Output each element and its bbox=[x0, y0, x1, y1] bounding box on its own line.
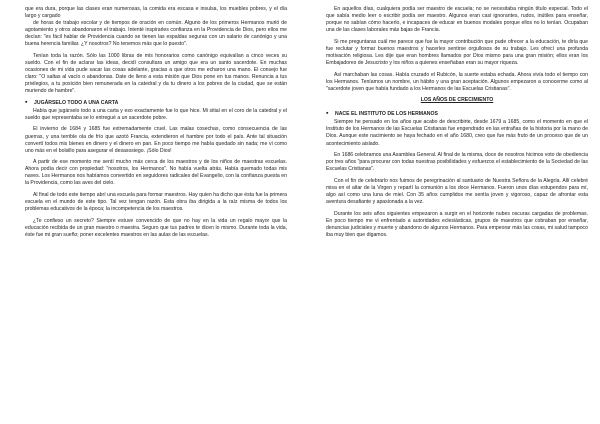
paragraph: Si me preguntaras cuál me parece que fue la mayor contribución que pude ofrecer a la educación, te diría que fue reclutar y formar buenos maestros y hacerles sentirse orgullosos de su trabajo. Les ofrecí una profunda motivación religiosa. Les dije que eran hombres llamados por Dios mismo para una gran misión; ellos eran los Embajadores de Jesucristo y los niños a quienes enseñaban eran su mayor riqueza. bbox=[326, 38, 588, 66]
bullet-icon: ▪ bbox=[25, 98, 28, 106]
paragraph: que era dura, porque las clases eran numerosas, la comida era escasa e insulsa, los muebles pobres, y el día largo y cargado bbox=[25, 6, 287, 20]
paragraph: Durante los seis años siguientes empezaron a surgir en el horizonte nubes oscuras cargadas de problemas. En poco tiempo me vi enfrentado a autoridades eclesiásticas, grupos de maestros que cobraban por enseñar, denuncias judiciales y muerte y abandono de algunos Hermanos. Para empeorar más las cosas, mi salud tampoco iba muy bien que digamos. bbox=[326, 210, 588, 238]
paragraph: Con el fin de celebrarlo nos fuimos de peregrinación al santuario de Nuestra Señora de la Alegría. Allí celebré misa en el altar de la Virgen y repartí la comunión a los doce Hermanos. Fueron unos días estupendos para mí, algo así como una luna de miel. Con 35 años cumplidos me sentía joven y vigoroso, capaz de afrontar esta aventura desafiante y apasionada a la vez. bbox=[326, 177, 588, 206]
left-column bbox=[25, 6, 287, 244]
paragraph: Así marchaban las cosas. Había cruzado el Rubicón, la suerte estaba echada. Ahora vivía todo el tiempo con los Hermanos. Teníamos un nombre, un hábito y una gran aceptación. Algunos empezaron a conocerme como al "sacerdote joven que había fundado a los Hermanos de las Escuelas Cristianas". bbox=[326, 71, 588, 92]
paragraph: ¿Te confieso un secreto? Siempre estuve convencido de que no hay en la vida un regalo mayor que la educación recibida de un gran maestro o maestra. Seguro que tus padres te dicen lo mismo. Durante toda la vida, éste fue mi gran sueño; poner excelentes maestros en las aulas de las escuelas. bbox=[25, 217, 287, 238]
right-column bbox=[326, 6, 588, 243]
paragraph: En aquellos días, cualquiera podía ser maestro de escuela; no se necesitaba ningún título especial. Todo el que sabía medio leer o escribir podía ser maestro. Algunos eran casi ignorantes, rudos, inútiles para enseñar, porque no sabían cómo hacerlo, e incapaces de educar en buenos modales porque ellos no lo tenían. Ocupaban una de las clases laborales más bajas de Francia. bbox=[326, 6, 588, 34]
section-heading-text: NACE EL INSTITUTO DE LOS HERMANOS bbox=[335, 111, 438, 118]
section-title: LOS AÑOS DE CRECIMIENTO bbox=[420, 97, 494, 104]
paragraph: Tenían toda la razón. Sólo las 1000 libras de mis honorarios como canónigo equivalían a cinco veces su sueldo. Con el fin de aclarar las ideas, decidí consultara un amigo que era un santo sacerdote. En muchas ocasiones de mi vida pude sacar las cosas adelante, gracias a que otros me echaron una mano. El consejo fue claro: "O saltas al vacío o abandonas. Date de lleno a esta misión que Dios pone en tus manos. Renuncia a tus privilegios, a tu posición bien remunerada en la catedral y da tu dinero a los pobres de la ciudad, que se están muriendo de hambre". bbox=[25, 52, 287, 95]
paragraph: El invierno de 1684 y 1685 fue extremadamente cruel. Las malas cosechas, como consecuencia de las guerras, y una terrible ola de frío que azotó Francia, extendieron el hambre por todo el país. Ante tal situación convertí todos mis bienes en dinero y el dinero en pan. En poco tiempo me había quedado sin nada; me vi como uno más en el bolsillo para asegurar el desasosiego. ¡Sólo Dios! bbox=[25, 126, 287, 154]
section-heading-text: JUGÁRSELO TODO A UNA CARTA bbox=[34, 99, 119, 106]
section-heading bbox=[326, 111, 588, 118]
bullet-icon: ▪ bbox=[326, 110, 329, 118]
paragraph: A partir de ese momento me sentí mucho más cerca de los maestros y de los niños de maestras escuelas. Ahora podía decir con propiedad: "nosotros, los Hermanos". No había vuelta atrás. Había quemado todas mis naves. Los Hermanos nos habíamos convertido en seguidores radicales del Evangelio, con la confianza puesta en la Providencia, como las aves del cielo. bbox=[25, 159, 287, 187]
paragraph: Había que jugárselo todo a una carta y eso exactamente fue lo que hice. Mi sitial en el coro de la catedral y el sueldo que representaba se lo entregué a un sacerdote pobre. bbox=[25, 107, 287, 121]
paragraph: En 1686 celebramos una Asamblea General. Al final de la misma, doce de nosotros hicimos voto de obediencia por tres años "para procurar con todas nuestras posibilidades y esfuerzos el establecimiento de la Sociedad de las Escuelas Cristianas". bbox=[326, 152, 588, 173]
paragraph: Al final de todo este tiempo abrí una escuela para formar maestros. Hay quien ha dicho que ésta fue la primera escuela en el mundo de este tipo. Tal vez tengan razón. Esta obra iba dirigida a la raíz misma de todos los problemas educativos de la época; la incompetencia de los maestros. bbox=[25, 192, 287, 213]
section-heading bbox=[25, 100, 287, 107]
paragraph: Siempre he pensado en los años que acabo de describirte, desde 1679 a 1685, como el momento en que el Instituto de los Hermanos de las Escuelas Cristianas fue engendrado en las entrañas de la historia por la mano de Dios. Aunque este nacimiento se haya fechado en el año 1680, creo que fue más fruto de un proceso que de un acontecimiento aislado. bbox=[326, 119, 588, 147]
paragraph: de horas de trabajo escolar y de tiempos de oración en común. Alguno de los primeros Hermanos murió de agotamiento y otros abandonaron el trabajo. Intenté inspirarles confianza en la Providencia de Dios, pero ellos me decían: "es fácil hablar de Providencia cuando se tienen las espaldas seguras con un salario de canónigo y una buena herencia familiar. ¿Y nosotros? No tenemos más que lo puesto". bbox=[25, 20, 287, 48]
